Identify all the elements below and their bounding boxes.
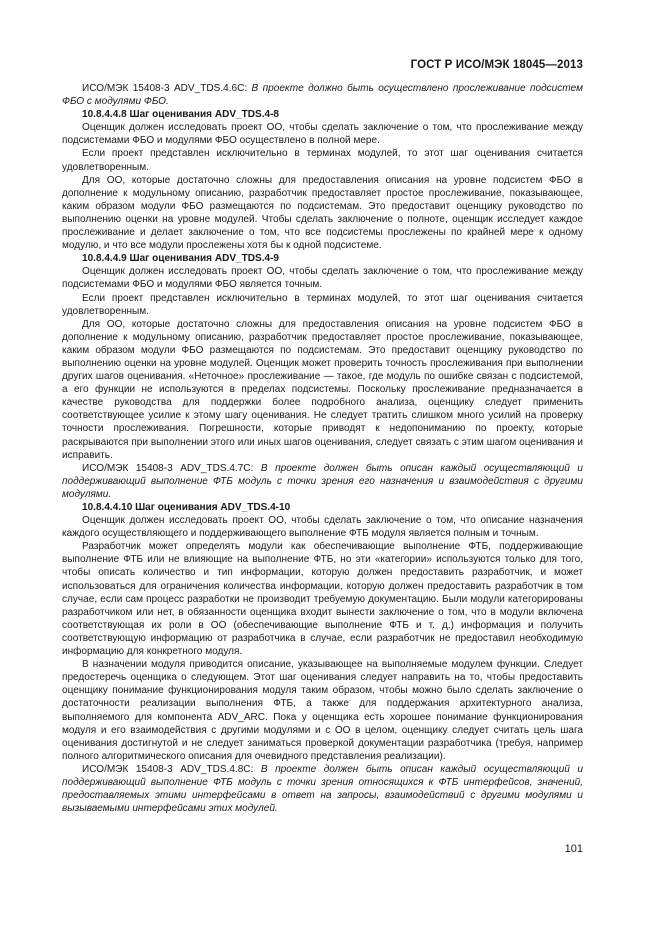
reference-lead: ИСО/МЭК 15408-3 ADV_TDS.4.8С: [82,763,261,775]
reference-text: В проекте должен быть описан каждый осуществляющий и поддерживающий выполнение ФТБ модуль с точки зрения относящихся к ФТБ интерфейсов, значений, предоставляемых этими интерфейсами в ответ на запросы, взаимодействий с другими модулями и вызываемыми интерфейсами этих модулей. [62,763,583,815]
requirement-reference [62,462,583,501]
requirement-reference [62,82,583,108]
body-paragraph: Для ОО, которые достаточно сложны для предоставления описания на уровне подсистем ФБО в дополнение к модульному описанию, разработчик предоставляет простое прослеживание, показывающее, каким образом модули ФБО размещаются по подсистемам. Это предоставит оценщику руководство по выполнению оценки на уровне модулей. Оценщик может проверить точность прослеживания при выполнении других шагов оценивания. «Неточное» прослеживание — такое, где модуль по ошибке связан с подсистемой, а его функции не используются в пределах подсистемы. Поскольку прослеживание предназначается в качестве руководства для поддержки более подробного анализа, оценщику следует применить соответствующее усилие к этому шагу оценивания. Не следует тратить слишком много усилий на проверку точности прослеживания. Погрешности, которые приводят к недопониманию по проекту, которые раскрываются при выполнении этого или иных шагов оценивания, следует связать с этим шагом оценивания и исправить. [62,318,583,461]
requirement-reference [62,763,583,815]
section-heading: 10.8.4.4.9 Шаг оценивания ADV_TDS.4-9 [82,253,280,265]
reference-lead: ИСО/МЭК 15408-3 ADV_TDS.4.6С: [82,83,252,94]
body-paragraph: Оценщик должен исследовать проект ОО, чтобы сделать заключение о том, что прослеживание между подсистемами ФБО и модулями ФБО осуществлено в полной мере. [62,122,583,147]
reference-lead: ИСО/МЭК 15408-3 ADV_TDS.4.7С: [82,462,261,474]
document-body [62,82,583,815]
body-paragraph: Разработчик может определять модули как обеспечивающие выполнение ФТБ, поддерживающие выполнение ФТБ или не влияющие на выполнение ФТБ, но эти «категории» используются только для того, чтобы описать количество и тип информации, которую должен предоставить разработчик, и может использоваться для ограничения количества информации, которую должен предоставить разработчик в том случае, если сам процесс разработки не производит требуемую документацию. Были модули категорированы разработчиком или нет, в обязанности оценщика входит вынести заключение о том, что в модули включена соответствующая их роли в ОО (обеспечивающие выполнение ФТБ и т. д.) информация и получить соответствующую информацию от разработчика в случае, если разработчик не предоставил необходимую информацию для конкретного модуля. [62,541,583,658]
body-paragraph: Если проект представлен исключительно в терминах модулей, то этот шаг оценивания считается удовлетворенным. [62,148,583,173]
section-heading: 10.8.4.4.8 Шаг оценивания ADV_TDS.4-8 [82,109,280,121]
page-number: 101 [564,843,583,855]
reference-text: В проекте должно быть осуществлено прослеживание подсистем ФБО с модулями ФБО. [62,83,583,108]
section-heading: 10.8.4.4.10 Шаг оценивания ADV_TDS.4-10 [82,502,291,513]
body-paragraph: Оценщик должен исследовать проект ОО, чтобы сделать заключение о том, что описание назначения каждого осуществляющего и поддерживающего выполнение ФТБ модуля является полным и точным. [62,515,583,540]
body-paragraph: В назначении модуля приводится описание, указывающее на выполняемые модулем функции. Следует предостеречь оценщика о следующем. Этот шаг оценивания следует направить на то, чтобы предоставить оценщику понимание функционирования модуля таким образом, чтобы можно было сделать заключение о достаточности реализации выполнения ФТБ, а также для поддержания архитектурного анализа, выполняемого для компонента ADV_ARC. Пока у оценщика есть хорошее понимание функционирования модуля и его взаимодействия с другими модулями и с ОО в целом, оценщику следует считать цель шага оценивания достигнутой и не следует заниматься проверкой документации разработчика (требуя, например полного алгоритмического описания для очевидного представления реализации). [62,659,583,762]
document-header: ГОСТ Р ИСО/МЭК 18045—2013 [410,59,583,71]
body-paragraph: Если проект представлен исключительно в терминах модулей, то этот шаг оценивания считается удовлетворенным. [62,292,583,317]
body-paragraph: Оценщик должен исследовать проект ОО, чтобы сделать заключение о том, что прослеживание между подсистемами ФБО и модулями ФБО является точным. [62,266,583,291]
reference-text: В проекте должен быть описан каждый осуществляющий и поддерживающий выполнение ФТБ модуль с точки зрения его назначения и взаимодействия с другими модулями. [62,462,583,500]
body-paragraph: Для ОО, которые достаточно сложны для предоставления описания на уровне подсистем ФБО в дополнение к модульному описанию, разработчик предоставляет простое прослеживание, показывающее, каким образом модули ФБО размещаются по подсистемам. Это предоставит оценщику руководство по выполнению оценки на уровне модулей. Чтобы сделать заключение о полноте, оценщик исследует каждое прослеживание и делает заключение о том, что все подсистемы прослежены по крайней мере к одному модулю, и что все модули прослежены хотя бы к одной подсистеме. [62,174,583,252]
